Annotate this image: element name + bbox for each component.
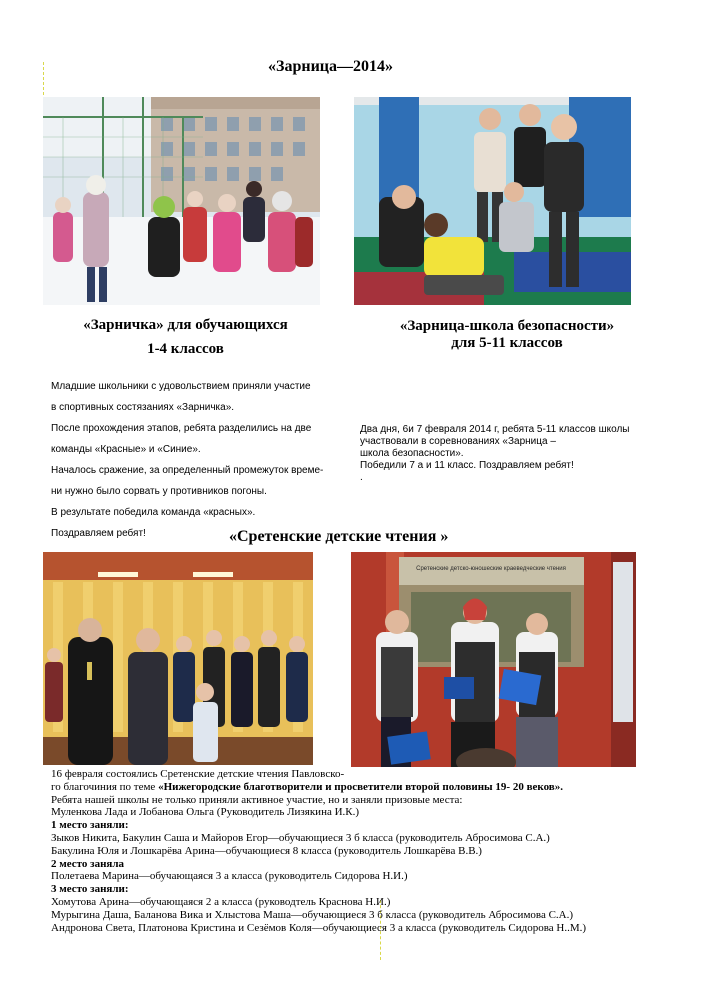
text-line: Победили 7 а и 11 класс. Поздравляем ребят!	[360, 460, 574, 471]
place-entry: Мурыгина Даша, Баланова Вика и Хлыстова Маша—обучающиеся 3 б класса (руководитель Абросимова С.А.)	[51, 908, 574, 921]
place-entry: Полетаева Марина—обучающаяся 3 а класса (руководитель Сидорова Н.И.)	[51, 870, 408, 883]
text-line: в спортивных состязаниях «Зарничка».	[51, 402, 235, 413]
caption-zarnichka-line2: 1-4 классов	[147, 341, 224, 357]
photo-zarnichka-outdoor	[43, 97, 320, 305]
zarnichka-description	[51, 380, 331, 548]
text-line: Младшие школьники с удовольствием приняли участие	[51, 381, 311, 392]
photo-sretenskie-reading	[351, 552, 636, 767]
place-heading: 1 место заняли:	[51, 819, 129, 832]
text-line: .	[360, 472, 363, 483]
caption-zarnitsa-line2: для 5-11 классов	[451, 335, 563, 351]
report-line: Ребята нашей школы не только приняли активное участие, но и заняли призовые места:	[51, 793, 463, 806]
section-title-zarnitsa: «Зарница—2014»	[268, 58, 393, 75]
text-line: Началось сражение, за определенный промежуток време-	[51, 465, 324, 476]
place-entry: Хомутова Арина—обучающаяся 2 а класса (руководтель Краснова Н.И.)	[51, 895, 391, 908]
report-line	[51, 781, 671, 794]
report-line: Муленкова Лада и Лобанова Ольга (Руководитель Лизякина И.К.)	[51, 806, 360, 819]
place-entry: Зыков Никита, Бакулин Саша и Майоров Егор—обучающиеся 3 б класса (руководитель Абросимова С.А.)	[51, 831, 550, 844]
report-topic: «Нижегородские благотворители и просветители второй половины 19- 20 веков».	[158, 780, 563, 793]
text-line: команды «Красные» и «Синие».	[51, 444, 201, 455]
place-heading: 2 место заняла	[51, 857, 125, 870]
caption-zarnitsa-line1: «Зарница-школа безопасности»	[399, 318, 615, 334]
text-line: Два дня, 6и 7 февраля 2014 г, ребята 5-11 классов школы	[360, 424, 630, 435]
photo-zarnitsa-gym	[354, 97, 631, 305]
text-line: участвовали в соревнованиях «Зарница –	[360, 436, 556, 447]
report-topic-prefix: го благочиния по теме	[51, 780, 159, 793]
guide-line-top	[43, 62, 44, 100]
banner-text: Сретенские детско-юношеские краеведческие чтения	[416, 566, 566, 572]
text-line: ни нужно было сорвать у противников погоны.	[51, 486, 267, 497]
place-entry: Андронова Света, Платонова Кристина и Сезёмов Коля—обучающиеся 3 а класса (руководитель Сидорова Н..М.)	[51, 921, 587, 934]
caption-zarnitsa	[359, 318, 655, 352]
sretenskie-report	[51, 768, 671, 934]
photo-sretenskie-group	[43, 552, 313, 765]
zarnitsa-description	[360, 424, 660, 484]
text-line: школа безопасности».	[360, 448, 464, 459]
report-line: 16 февраля состоялись Сретенские детские чтения Павловско-	[51, 768, 345, 780]
text-line: В результате победила команда «красных».	[51, 507, 256, 518]
place-heading: 3 место заняли:	[51, 883, 129, 896]
text-line: Поздравляем ребят!	[51, 528, 146, 539]
caption-zarnichka	[43, 317, 328, 358]
place-entry: Бакулина Юля и Лошкарёва Арина—обучающиеся 8 класса (руководитель Лошкарёва В.В.)	[51, 844, 482, 857]
text-line: После прохождения этапов, ребята разделились на две	[51, 423, 312, 434]
caption-zarnichka-line1: «Зарничка» для обучающихся	[83, 317, 288, 333]
section-title-sretenskie: «Сретенские детские чтения »	[229, 528, 449, 545]
